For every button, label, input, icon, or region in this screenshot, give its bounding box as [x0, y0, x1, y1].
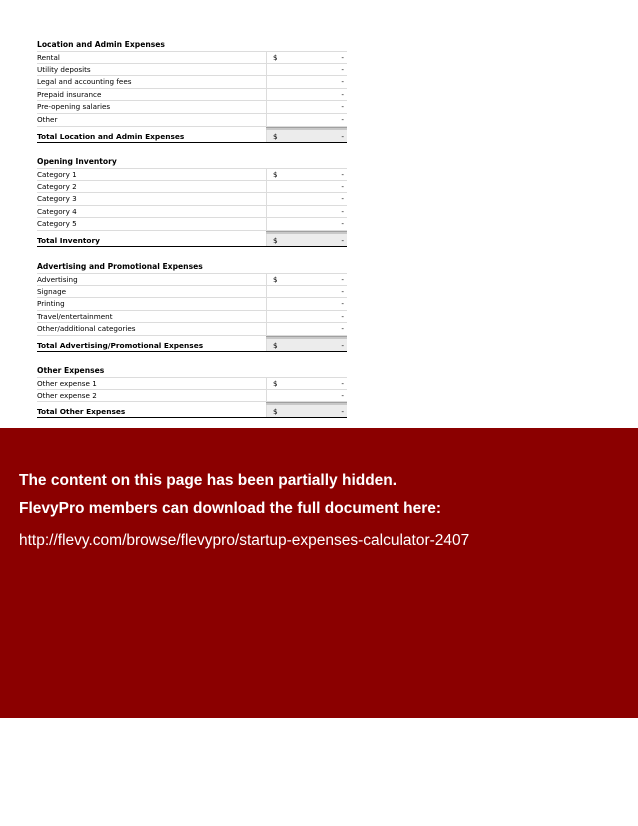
overlay-notice: The content on this page has been partially hidden.: [19, 472, 398, 489]
row-currency: $: [273, 275, 278, 284]
row-label: Category 3: [37, 193, 267, 205]
row-label: Other expense 2: [37, 390, 267, 402]
row-label: Category 1: [37, 169, 267, 180]
row-label: Travel/entertainment: [37, 311, 267, 323]
total-currency: $: [267, 234, 293, 246]
table-row: [37, 89, 347, 102]
row-value: -: [341, 379, 344, 388]
row-value: -: [341, 206, 344, 216]
section-title: Advertising and Promotional Expenses: [37, 262, 203, 271]
row-label: Rental: [37, 52, 267, 63]
row-label: Legal and accounting fees: [37, 76, 267, 88]
row-currency: $: [273, 170, 278, 179]
total-row: [37, 405, 347, 418]
row-value: -: [341, 324, 344, 334]
row-currency: $: [273, 53, 278, 62]
hidden-content-overlay: [0, 428, 638, 718]
row-value: -: [341, 77, 344, 87]
table-row: [37, 114, 347, 127]
row-label: Category 5: [37, 218, 267, 230]
table-row: [37, 286, 347, 299]
total-value: -: [293, 339, 347, 351]
row-currency: [267, 206, 293, 218]
total-row: [37, 339, 347, 352]
row-label: Other/additional categories: [37, 323, 267, 335]
row-value: -: [341, 311, 344, 321]
table-row: [37, 218, 347, 231]
row-value: -: [341, 181, 344, 191]
row-currency: [267, 323, 293, 335]
row-value: -: [341, 53, 344, 62]
section-opening-inventory: [37, 156, 347, 247]
row-value: -: [341, 219, 344, 229]
table-row: [37, 181, 347, 194]
row-currency: [267, 311, 293, 323]
row-currency: [267, 298, 293, 310]
row-label: Category 2: [37, 181, 267, 193]
section-title: Location and Admin Expenses: [37, 40, 165, 49]
total-currency: $: [267, 405, 293, 417]
section-other-expenses: [37, 365, 347, 418]
total-label: Total Location and Admin Expenses: [37, 130, 267, 142]
section-title: Opening Inventory: [37, 157, 117, 166]
row-currency: [267, 89, 293, 101]
section-location-admin: [37, 39, 347, 143]
total-label: Total Inventory: [37, 234, 267, 246]
row-value: -: [341, 286, 344, 296]
row-currency: [267, 64, 293, 76]
row-currency: [267, 193, 293, 205]
row-value: -: [341, 390, 344, 400]
table-row: [37, 51, 347, 64]
row-label: Signage: [37, 286, 267, 298]
table-row: [37, 377, 347, 390]
total-label: Total Other Expenses: [37, 405, 267, 417]
total-value: -: [293, 405, 347, 417]
table-row: [37, 168, 347, 181]
row-currency: [267, 181, 293, 193]
row-label: Other expense 1: [37, 378, 267, 389]
table-row: [37, 323, 347, 336]
total-row: [37, 130, 347, 143]
table-row: [37, 76, 347, 89]
total-row: [37, 234, 347, 247]
row-label: Printing: [37, 298, 267, 310]
row-label: Other: [37, 114, 267, 126]
row-value: -: [341, 89, 344, 99]
row-value: -: [341, 114, 344, 124]
table-row: [37, 193, 347, 206]
row-currency: $: [273, 379, 278, 388]
row-value: -: [341, 64, 344, 74]
row-value: -: [341, 299, 344, 309]
overlay-download-prompt: FlevyPro members can download the full document here:: [19, 500, 442, 517]
download-link[interactable]: http://flevy.com/browse/flevypro/startup-expenses-calculator-2407: [19, 532, 470, 549]
row-currency: [267, 390, 293, 402]
row-value: -: [341, 170, 344, 179]
section-title: Other Expenses: [37, 366, 105, 375]
section-advertising: [37, 261, 347, 352]
row-label: Prepaid insurance: [37, 89, 267, 101]
row-currency: [267, 114, 293, 126]
table-row: [37, 273, 347, 286]
total-currency: $: [267, 339, 293, 351]
table-row: [37, 64, 347, 77]
row-value: -: [341, 102, 344, 112]
row-value: -: [341, 275, 344, 284]
table-row: [37, 298, 347, 311]
table-row: [37, 311, 347, 324]
row-value: -: [341, 194, 344, 204]
total-label: Total Advertising/Promotional Expenses: [37, 339, 267, 351]
row-label: Utility deposits: [37, 64, 267, 76]
total-value: -: [293, 130, 347, 142]
table-row: [37, 101, 347, 114]
total-currency: $: [267, 130, 293, 142]
table-row: [37, 390, 347, 403]
row-label: Advertising: [37, 274, 267, 285]
row-label: Category 4: [37, 206, 267, 218]
row-currency: [267, 286, 293, 298]
total-value: -: [293, 234, 347, 246]
table-row: [37, 206, 347, 219]
row-currency: [267, 218, 293, 230]
row-currency: [267, 101, 293, 113]
row-currency: [267, 76, 293, 88]
row-label: Pre-opening salaries: [37, 101, 267, 113]
